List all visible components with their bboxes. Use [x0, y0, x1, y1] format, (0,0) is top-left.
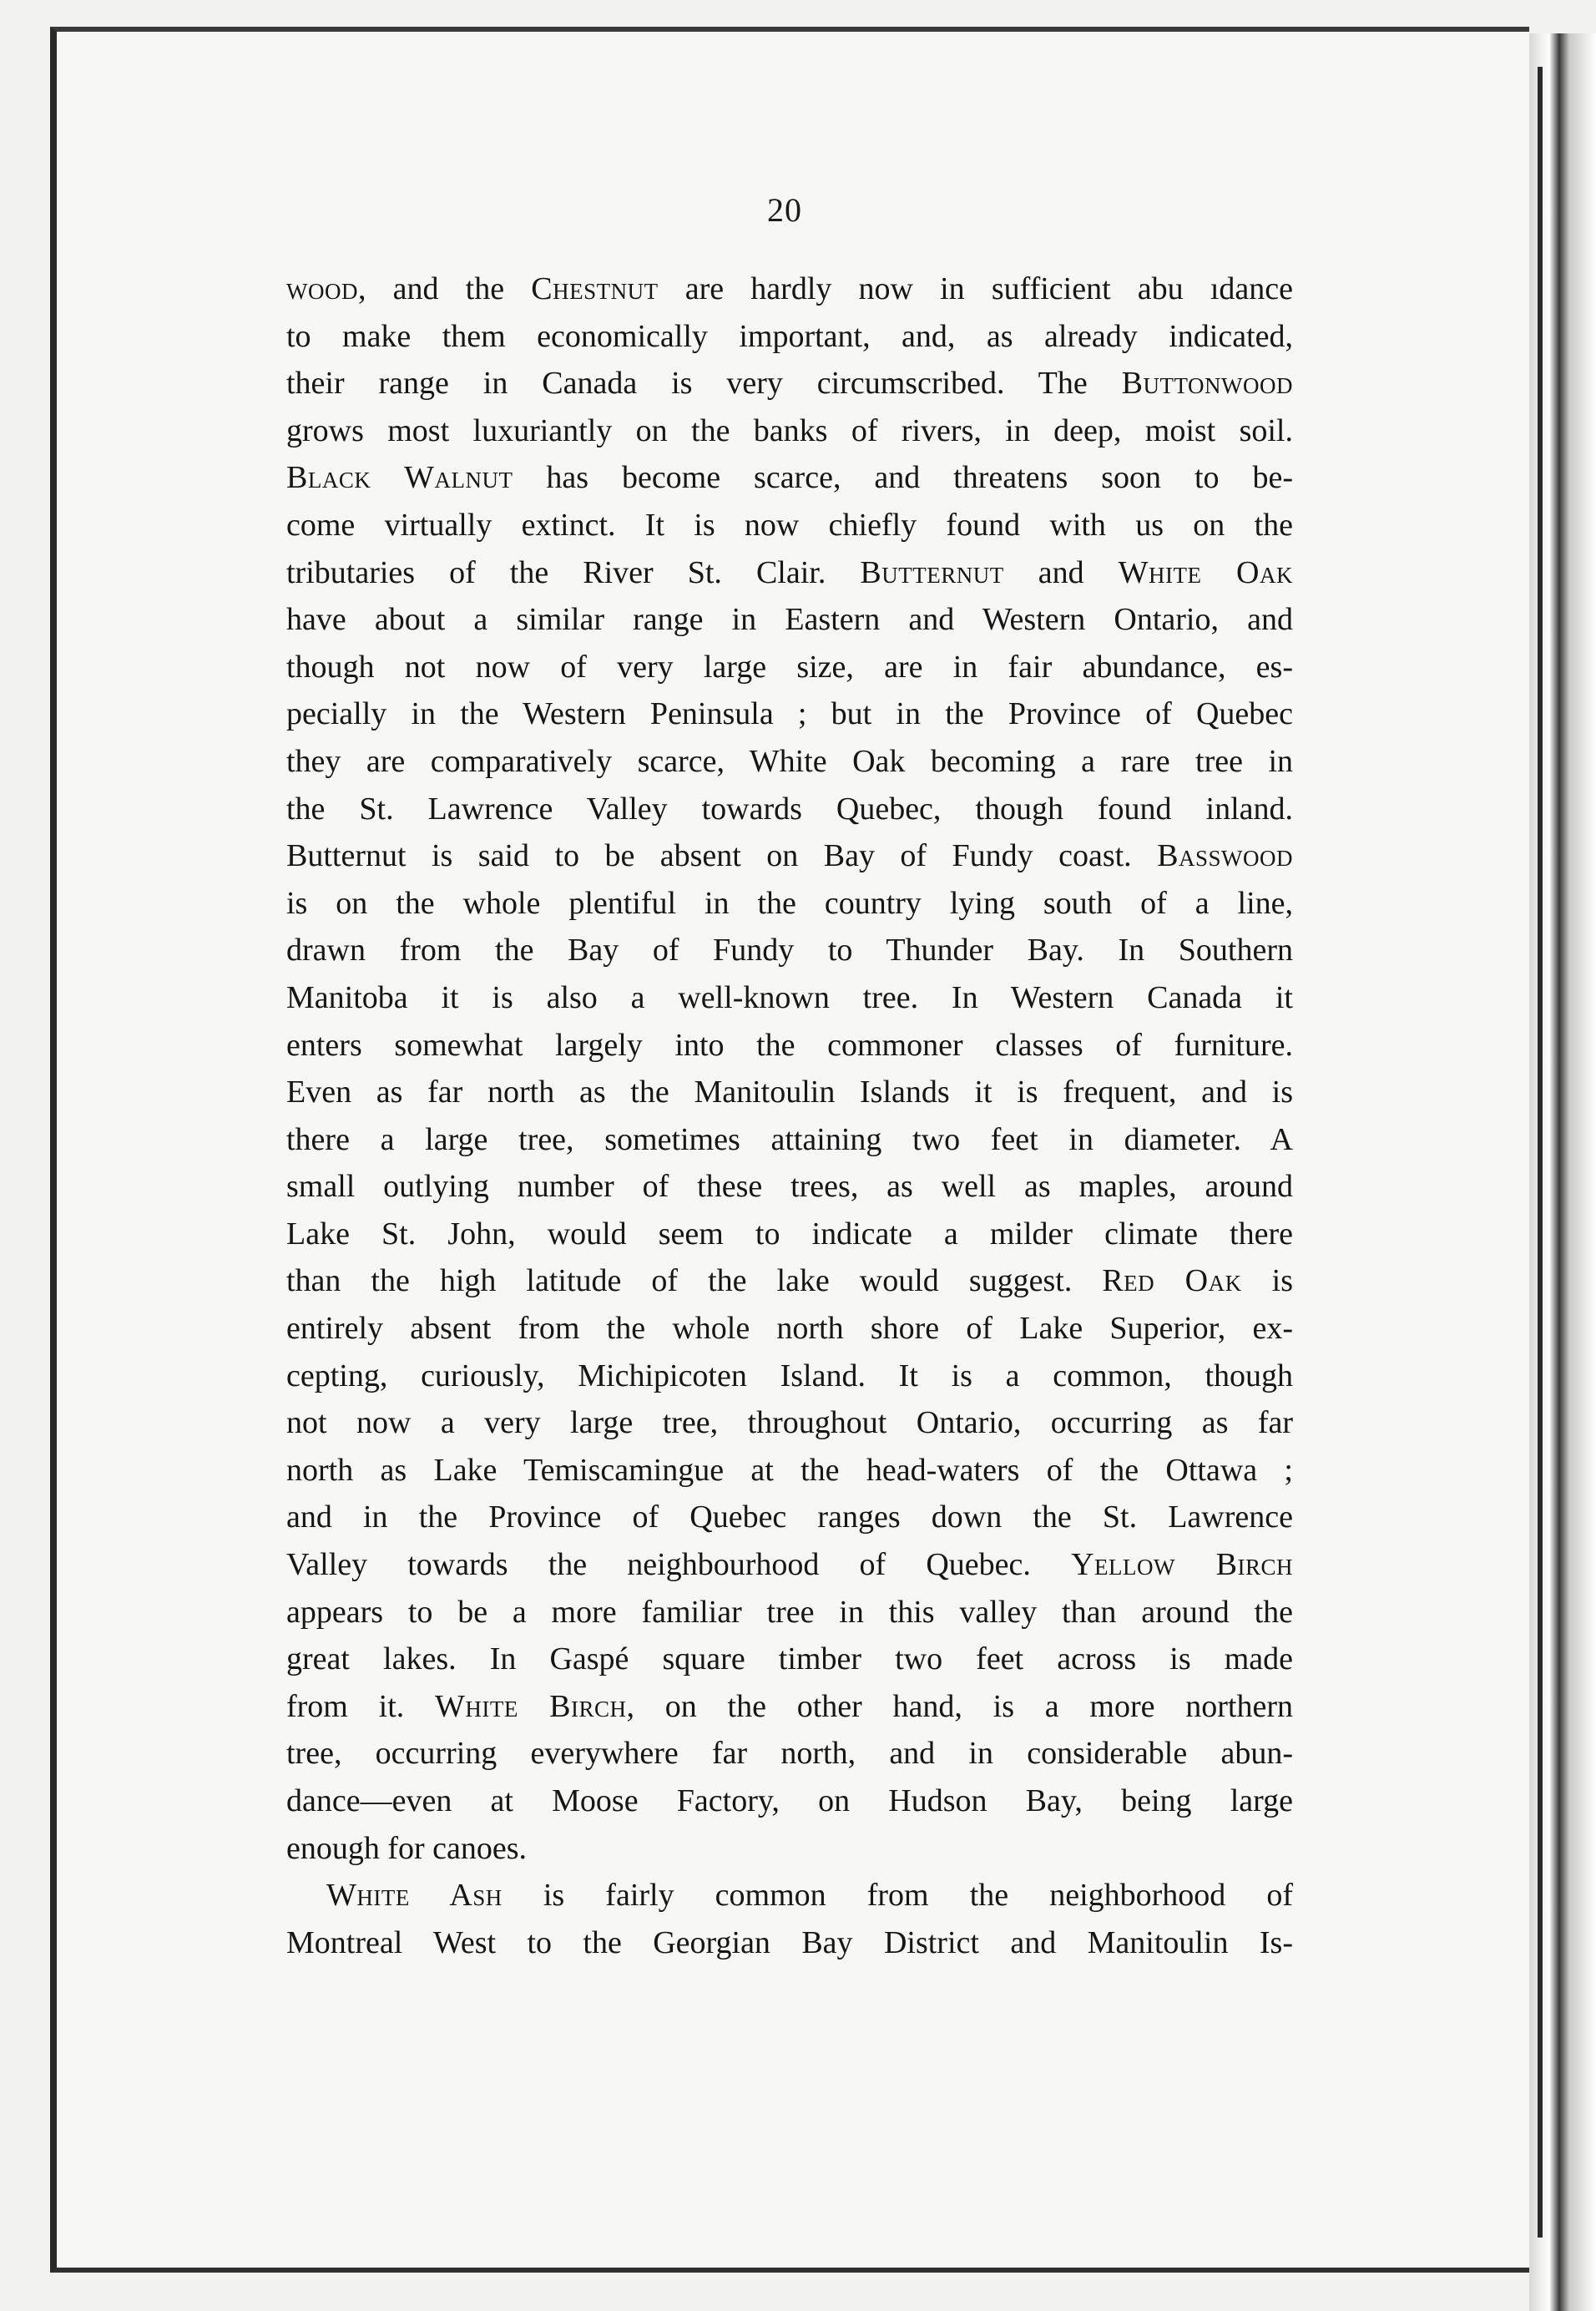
text-run: from it.	[286, 1688, 436, 1724]
text-run: have about a similar range in Eastern and Western Ontario, and	[286, 602, 1293, 638]
text-run: the St. Lawrence Valley towards Quebec, though found inland.	[286, 791, 1293, 827]
small-caps-term: Basswood	[1157, 838, 1293, 874]
text-line	[286, 1257, 1293, 1305]
body-text	[286, 265, 1293, 1966]
small-caps-term: Red Oak	[1102, 1263, 1242, 1299]
small-caps-term: Chestnut	[531, 271, 659, 306]
text-run: enters somewhat largely into the commoner classes of furniture.	[286, 1027, 1293, 1063]
text-run: come virtually extinct. It is now chiefly found with us on the	[286, 507, 1293, 543]
text-run: is fairly common from the neighborhood of	[502, 1878, 1294, 1914]
text-line	[286, 265, 1293, 313]
small-caps-term: Yellow Birch	[1071, 1547, 1293, 1583]
text-run: Butternut is said to be absent on Bay of Fundy coast.	[286, 838, 1158, 874]
text-line	[286, 1730, 1293, 1777]
small-caps-term: White Oak	[1118, 554, 1293, 590]
text-line	[286, 596, 1293, 644]
text-run: is on the whole plentiful in the country lying south of a line,	[286, 885, 1293, 921]
text-run: than the high latitude of the lake would suggest.	[286, 1263, 1103, 1299]
text-run: not now a very large tree, throughout Ontario, occurring as far	[286, 1405, 1293, 1441]
text-line	[286, 1305, 1293, 1353]
text-line	[286, 1211, 1293, 1258]
text-line	[286, 1541, 1293, 1589]
text-run: Even as far north as the Manitoulin Islands it is frequent, and is	[286, 1075, 1293, 1110]
text-line	[286, 1353, 1293, 1400]
small-caps-term: wood	[286, 271, 358, 306]
small-caps-term: Black Walnut	[286, 460, 513, 496]
text-run: Lake St. John, would seem to indicate a milder climate there	[286, 1216, 1293, 1252]
text-run: small outlying number of these trees, as well as maples, around	[286, 1169, 1293, 1205]
text-line	[286, 1872, 1293, 1919]
text-line	[286, 360, 1293, 407]
text-run: has become scarce, and threatens soon to be-	[513, 460, 1293, 496]
text-run: tributaries of the River St. Clair.	[286, 554, 861, 590]
text-run: entirely absent from the whole north shore of Lake Superior, ex-	[286, 1311, 1293, 1347]
text-run: and in the Province of Quebec ranges down the St. Lawrence	[286, 1499, 1293, 1535]
small-caps-term: Buttonwood	[1121, 366, 1293, 402]
text-line	[286, 1116, 1293, 1164]
text-run: Manitoba it is also a well-known tree. In Western Canada it	[286, 979, 1293, 1015]
text-run: enough for canoes.	[286, 1830, 528, 1866]
text-line	[286, 1069, 1293, 1116]
text-run: tree, occurring everywhere far north, and in considerable abun-	[286, 1736, 1293, 1772]
text-line	[286, 690, 1293, 738]
text-line	[286, 1399, 1293, 1447]
text-run: , and the	[357, 271, 532, 306]
text-line	[286, 502, 1293, 549]
text-run: there a large tree, sometimes attaining two feet in diameter. A	[286, 1121, 1293, 1157]
text-run: cepting, curiously, Michipicoten Island. It is a common, though	[286, 1358, 1293, 1393]
text-run: drawn from the Bay of Fundy to Thunder Bay. In Southern	[286, 933, 1293, 968]
text-run: and	[1003, 554, 1119, 590]
text-run: they are comparatively scarce, White Oak becoming a rare tree in	[286, 743, 1293, 779]
text-line	[286, 1919, 1293, 1967]
text-line	[286, 313, 1293, 361]
text-line	[286, 407, 1293, 455]
text-run: north as Lake Temiscamingue at the head-waters of the Ottawa ;	[286, 1452, 1293, 1488]
text-run: grows most luxuriantly on the banks of rivers, in deep, moist soil.	[286, 412, 1293, 448]
text-line	[286, 786, 1293, 833]
text-run: is	[1241, 1263, 1293, 1299]
small-caps-term: White Birch	[435, 1688, 627, 1724]
text-line	[286, 1589, 1293, 1636]
text-line	[286, 1163, 1293, 1211]
small-caps-term: White Ash	[326, 1878, 503, 1914]
small-caps-term: Butternut	[860, 554, 1004, 590]
text-run: appears to be a more familiar tree in this valley than around the	[286, 1594, 1293, 1630]
text-line	[286, 1777, 1293, 1825]
text-line	[286, 927, 1293, 974]
text-run: Valley towards the neighbourhood of Quebec.	[286, 1547, 1072, 1583]
text-line	[286, 1447, 1293, 1494]
text-run: pecially in the Western Peninsula ; but in the Province of Quebec	[286, 696, 1293, 732]
text-run: , on the other hand, is a more northern	[626, 1688, 1293, 1724]
text-line	[286, 1022, 1293, 1070]
text-run: their range in Canada is very circumscribed. The	[286, 366, 1122, 402]
text-run: great lakes. In Gaspé square timber two feet across is made	[286, 1641, 1293, 1677]
text-line	[286, 880, 1293, 928]
text-line	[286, 1683, 1293, 1731]
text-run: though not now of very large size, are in fair abundance, es-	[286, 649, 1293, 685]
text-line	[286, 644, 1293, 691]
text-line	[286, 454, 1293, 502]
page-number: 20	[767, 191, 802, 229]
text-line	[286, 1636, 1293, 1683]
text-line	[286, 974, 1293, 1022]
text-line	[286, 832, 1293, 880]
text-line	[286, 1494, 1293, 1541]
text-run: Montreal West to the Georgian Bay District and Manitoulin Is-	[286, 1924, 1293, 1960]
text-line	[286, 549, 1293, 597]
text-run: to make them economically important, and, as already indicated,	[286, 318, 1293, 354]
text-run: are hardly now in sufficient abu ıdance	[658, 271, 1293, 306]
text-line	[286, 738, 1293, 786]
text-line	[286, 1825, 1293, 1873]
text-run: dance—even at Moose Factory, on Hudson Bay, being large	[286, 1783, 1293, 1818]
